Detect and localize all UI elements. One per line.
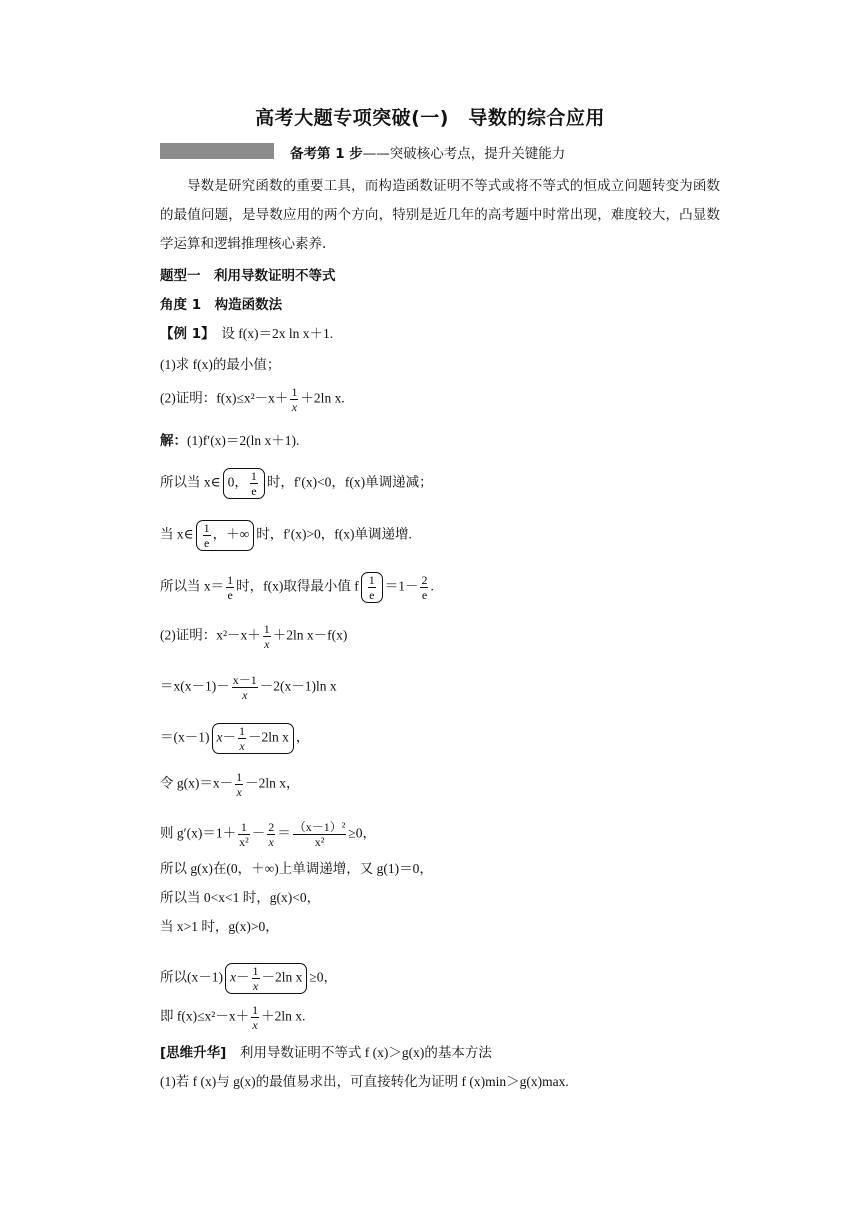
interval-bracket: 0， $\frac{1}{e}$ [223,468,265,499]
fraction: $\frac{\text{（x－1）²}}{\text{x²}}$ [293,820,346,849]
step-text: ——突破核心考点，提升关键能力 [362,146,566,162]
fraction: $\frac{1}{x}$ [236,770,243,799]
fraction: $\frac{2}{x}$ [268,820,275,849]
fraction: $\frac{1}{x}$ [263,622,270,651]
page-title: 高考大题专项突破(一) 导数的综合应用 [255,107,605,129]
intro-paragraph: 导数是研究函数的重要工具，而构造函数证明不等式或将不等式的恒成立问题转变为函数的最值问题，是导数应用的两个方向，特别是近几年的高考题中时常出现，难度较大，凸显数学运算和逻辑推理核心素养. [160,178,720,252]
argument-bracket [361,572,383,603]
minimum-line: 所以当 x＝ $\frac{1}{e}$ 时，f(x)取得最小值 f $\frac{1}{e}$ ＝1－ $\frac{2}{e}$ . [160,573,434,602]
thinking-point-1: (1)若 f (x)与 g(x)的最值易求出，可直接转化为证明 f (x)min＞g(x)max. [160,1074,569,1089]
thinking-tag: [思维升华] [160,1045,227,1061]
interval-bracket: $\frac{1}{e}$ ，＋∞ [196,520,255,551]
solution-1 [160,432,299,450]
fraction: $\frac{2}{e}$ [421,573,428,602]
monotonic-line: 所以 g(x)在(0，＋∞)上单调递增，又 g(1)＝0， [160,861,433,876]
fraction: $\frac{1}{x}$ [252,1003,259,1032]
example-line [160,325,333,343]
thinking-line [160,1044,492,1062]
fraction: $\frac{1}{x}$ [252,964,259,993]
angle-heading: 角度 1 构造函数法 [160,297,283,313]
fraction: $\frac{x-1}{x}$ [232,673,257,702]
section-bar [160,143,274,159]
factor-bracket: x－ $\frac{1}{x}$ －2ln x [225,963,307,994]
increasing-line: 当 x∈ $\frac{1}{e}$ ，＋∞ 时，f′(x)>0，f(x)单调递增. [160,521,412,550]
proof-line-2: ＝x(x－1)－ $\frac{x-1}{x}$ －2(x－1)ln x [160,673,337,702]
case-line-1: 所以当 0<x<1 时，g(x)<0， [160,890,321,905]
q2-suffix: ＋2ln x. [300,390,345,406]
result-line: 所以(x－1) x－ $\frac{1}{x}$ －2ln x ≥0， [160,964,338,993]
fraction: $\frac{1}{e}$ [227,573,234,602]
step-label: 备考第 1 步 [290,146,363,162]
question-2 [160,385,345,414]
question-1: (1)求 f(x)的最小值； [160,357,281,372]
g-derivative-line: 则 g′(x)＝1＋ $\frac{1}{\text{x²}}$ － $\frac{2}{x}$ ＝ $\frac{\text{（x－1）²}}{\text{x²}}$ ≥0， [160,820,376,849]
fraction: $\frac{1}{e}$ [250,469,257,498]
q2-prefix: (2)证明：f(x)≤x²－x＋ [160,390,289,406]
decreasing-line: 所以当 x∈ 0， $\frac{1}{e}$ 时，f′(x)<0，f(x)单调递减； [160,469,433,498]
solution-label: 解： [160,433,187,449]
factor-bracket: x－ $\frac{1}{x}$ －2ln x [212,723,294,754]
fraction: $\frac{1}{e}$ [368,573,375,602]
fraction: $\frac{1}{x}$ [239,724,245,753]
fraction: $\frac{1}{e}$ [203,521,210,550]
topic-heading: 题型一 利用导数证明不等式 [160,268,336,284]
proof-line-3: ＝(x－1) x－ $\frac{1}{x}$ －2ln x ， [160,724,310,753]
example-text: 设 f(x)＝2x ln x＋1. [221,326,334,341]
case-line-2: 当 x>1 时，g(x)>0， [160,919,279,934]
section-step [290,145,565,163]
define-g-line: 令 g(x)＝x－ $\frac{1}{x}$ －2ln x， [160,770,300,799]
solution-1-text: (1)f′(x)＝2(ln x＋1). [187,433,300,448]
fraction: $\frac{1}{\text{x²}}$ [239,820,249,849]
thinking-text: 利用导数证明不等式 f (x)＞g(x)的基本方法 [239,1045,492,1060]
final-line: 即 f(x)≤x²－x＋ $\frac{1}{x}$ ＋2ln x. [160,1003,306,1032]
proof-line-1: (2)证明：x²－x＋ $\frac{1}{x}$ ＋2ln x－f(x) [160,622,348,651]
example-tag: 【例 1】 [160,326,208,342]
fraction: $\frac{1}{x}$ [291,385,298,414]
